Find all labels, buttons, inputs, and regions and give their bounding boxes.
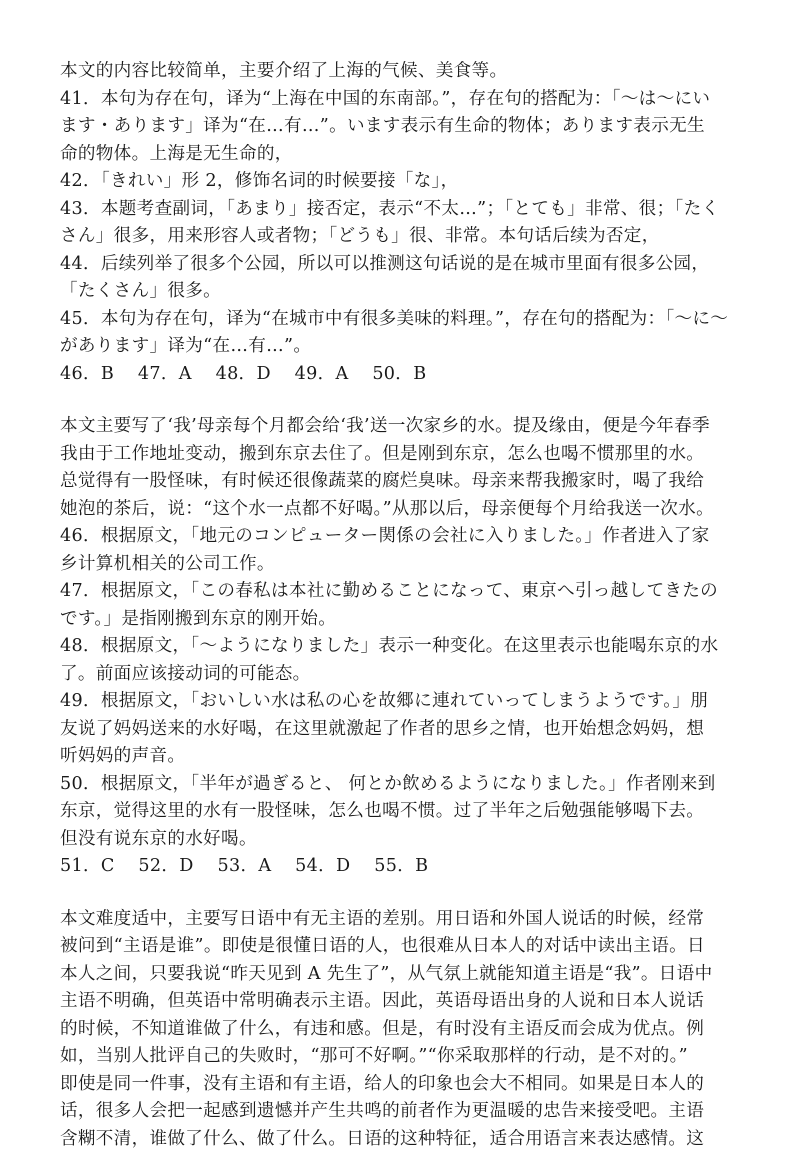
text-line: 「たくさん」很多。 [60, 278, 745, 306]
section-gap [60, 388, 745, 413]
answer-key-line: 51．C 52．D 53．A 54．D 55．B [60, 853, 745, 881]
text-line: 含糊不清，谁做了什么、做了什么。日语的这种特征，适合用语言来表达感情。这 [60, 1126, 745, 1153]
text-line: 但没有说东京的水好喝。 [60, 826, 745, 854]
text-line: 她泡的茶后，说：“这个水一点都不好喝。”从那以后，母亲便每个月给我送一次水。 [60, 496, 745, 524]
text-line: ます・あります」译为“在…有…”。います表示有生命的物体；あります表示无生 [60, 113, 745, 141]
text-line: 友说了妈妈送来的水好喝，在这里就激起了作者的思乡之情，也开始想念妈妈，想 [60, 716, 745, 744]
text-line: 我由于工作地址变动，搬到东京去住了。但是刚到东京，怎么也喝不惯那里的水。 [60, 441, 745, 469]
section-subject [60, 906, 745, 1153]
text-line: 42．「きれい」形 2，修饰名词的时候要接「な」， [60, 168, 745, 196]
text-line: 即使是同一件事，没有主语和有主语，给人的印象也会大不相同。如果是日本人的 [60, 1071, 745, 1099]
section-gap [60, 881, 745, 906]
text-line: 50．根据原文，「半年が過ぎると、 何とか飲めるようになりました。」作者刚来到 [60, 771, 745, 799]
text-line: 了。前面应该接动词的可能态。 [60, 661, 745, 689]
text-line: 总觉得有一股怪味，有时候还很像蔬菜的腐烂臭味。母亲来帮我搬家时，喝了我给 [60, 468, 745, 496]
text-line: 43．本题考查副词，「あまり」接否定，表示“不太…”；「とても」非常、很；「たく [60, 196, 745, 224]
section-shanghai [60, 58, 745, 388]
text-line: があります」译为“在…有…”。 [60, 333, 745, 361]
text-line: 被问到“主语是谁”。即使是很懂日语的人，也很难从日本人的对话中读出主语。日 [60, 933, 745, 961]
text-line: 乡计算机相关的公司工作。 [60, 551, 745, 579]
text-line: 主语不明确，但英语中常明确表示主语。因此，英语母语出身的人说和日本人说话 [60, 988, 745, 1016]
text-line: 45．本句为存在句，译为“在城市中有很多美味的料理。”，存在句的搭配为：「～に～ [60, 306, 745, 334]
text-line: 本人之间，只要我说“昨天见到 A 先生了”，从气氛上就能知道主语是“我”。日语中 [60, 961, 745, 989]
text-line: 44．后续列举了很多个公园，所以可以推测这句话说的是在城市里面有很多公园， [60, 251, 745, 279]
text-line: 本文难度适中，主要写日语中有无主语的差别。用日语和外国人说话的时候，经常 [60, 906, 745, 934]
answer-key-line: 46．B 47．A 48．D 49．A 50．B [60, 361, 745, 389]
text-line: 48．根据原文，「～ようになりました」表示一种变化。在这里表示也能喝东京的水 [60, 633, 745, 661]
section-hometown-water [60, 413, 745, 881]
text-line: 如，当别人批评自己的失败时，“那可不好啊。”“你采取那样的行动，是不对的。” [60, 1043, 745, 1071]
text-line: 的时候，不知道谁做了什么，有违和感。但是，有时没有主语反而会成为优点。例 [60, 1016, 745, 1044]
text-line: 命的物体。上海是无生命的， [60, 141, 745, 169]
text-line: 49．根据原文，「おいしい水は私の心を故郷に連れていってしまうようです。」朋 [60, 688, 745, 716]
text-line: 东京，觉得这里的水有一股怪味，怎么也喝不惯。过了半年之后勉强能够喝下去。 [60, 798, 745, 826]
text-line: さん」很多，用来形容人或者物；「どうも」很、非常。本句话后续为否定， [60, 223, 745, 251]
document-page [60, 58, 745, 1153]
text-line: 47．根据原文，「この春私は本社に勤めることになって、東京へ引っ越してきたの [60, 578, 745, 606]
text-line: 41．本句为存在句，译为“上海在中国的东南部。”，存在句的搭配为：「～は～にい [60, 86, 745, 114]
text-line: 本文的内容比较简单，主要介绍了上海的气候、美食等。 [60, 58, 745, 86]
text-line: 46．根据原文，「地元のコンピューター関係の会社に入りました。」作者进入了家 [60, 523, 745, 551]
text-line: 听妈妈的声音。 [60, 743, 745, 771]
text-line: 话，很多人会把一起感到遗憾并产生共鸣的前者作为更温暖的忠告来接受吧。主语 [60, 1098, 745, 1126]
text-line: です。」是指刚搬到东京的刚开始。 [60, 606, 745, 634]
text-line: 本文主要写了‘我’母亲每个月都会给‘我’送一次家乡的水。提及缘由，便是今年春季 [60, 413, 745, 441]
